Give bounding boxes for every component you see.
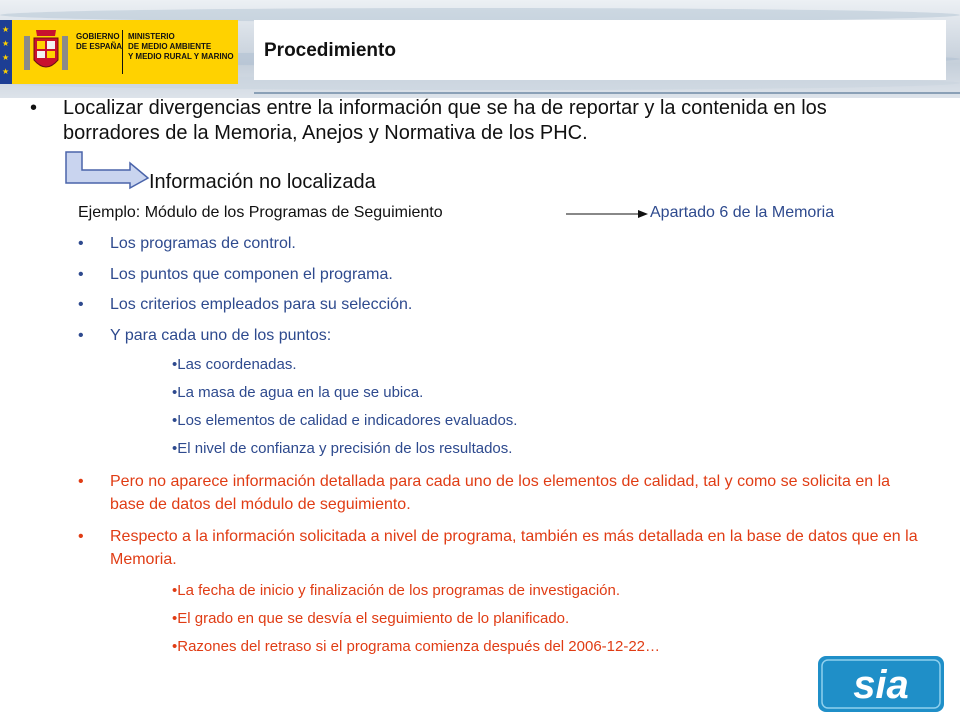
bullet-glyph: •	[78, 296, 84, 313]
ministry-label: MINISTERIO DE MEDIO AMBIENTE Y MEDIO RURAL Y MARINO	[128, 32, 234, 61]
bullet-glyph: •	[78, 235, 84, 252]
bent-arrow-icon	[64, 150, 152, 190]
bullet-glyph: •	[78, 473, 84, 490]
sub-list-item: •El nivel de confianza y precisión de los resultados.	[172, 440, 513, 457]
list-item: • Pero no aparece información detallada para cada uno de los elementos de calidad, tal y como se solicita en la base de datos del módulo de seguimiento.	[78, 470, 928, 516]
sub-list-item: •La masa de agua en la que se ubica.	[172, 384, 424, 401]
sub-list-item: •La fecha de inicio y finalización de los programas de investigación.	[172, 582, 621, 599]
sia-logo	[818, 656, 944, 712]
coat-of-arms-icon	[22, 26, 70, 78]
sub-list-item: •Las coordenadas.	[172, 356, 297, 373]
list-item: • Respecto a la información solicitada a nivel de programa, también es más detallada en la base de datos que en la Memoria.	[78, 525, 928, 571]
title-panel	[254, 20, 946, 80]
list-item: • Los programas de control.	[78, 232, 296, 255]
section-subtitle: Información no localizada	[149, 171, 376, 193]
list-item: • Los puntos que componen el programa.	[78, 263, 393, 286]
sub-list-item: •Los elementos de calidad e indicadores evaluados.	[172, 412, 518, 429]
logo-divider	[122, 30, 123, 74]
list-item: • Los criterios empleados para su selección.	[78, 293, 412, 316]
list-item: • Y para cada uno de los puntos:	[78, 324, 331, 347]
header-divider	[254, 92, 960, 94]
eu-flag-strip: ★ ★ ★ ★	[0, 20, 12, 84]
sub-list-item: •Razones del retraso si el programa comienza después del 2006-12-22…	[172, 638, 661, 655]
bullet-glyph: •	[78, 528, 84, 545]
main-bullet-text: Localizar divergencias entre la información que se ha de reportar y la contenida en los borradores de la Memoria, Anejos y Normativa de los PHC.	[63, 97, 827, 144]
example-label: Ejemplo: Módulo de los Programas de Seguimiento	[78, 204, 443, 221]
main-bullet	[30, 96, 920, 146]
bullet-glyph: •	[78, 266, 84, 283]
sub-list-item: •El grado en que se desvía el seguimiento de lo planificado.	[172, 610, 570, 627]
right-arrow-icon	[566, 209, 650, 219]
sia-logo-text: sia	[853, 663, 909, 707]
government-logo	[0, 20, 238, 84]
bullet-glyph: •	[78, 327, 84, 344]
example-target: Apartado 6 de la Memoria	[650, 204, 835, 221]
government-label: GOBIERNO DE ESPAÑA	[76, 32, 123, 51]
slide-title: Procedimiento	[264, 40, 396, 61]
bullet-glyph: •	[30, 97, 38, 119]
